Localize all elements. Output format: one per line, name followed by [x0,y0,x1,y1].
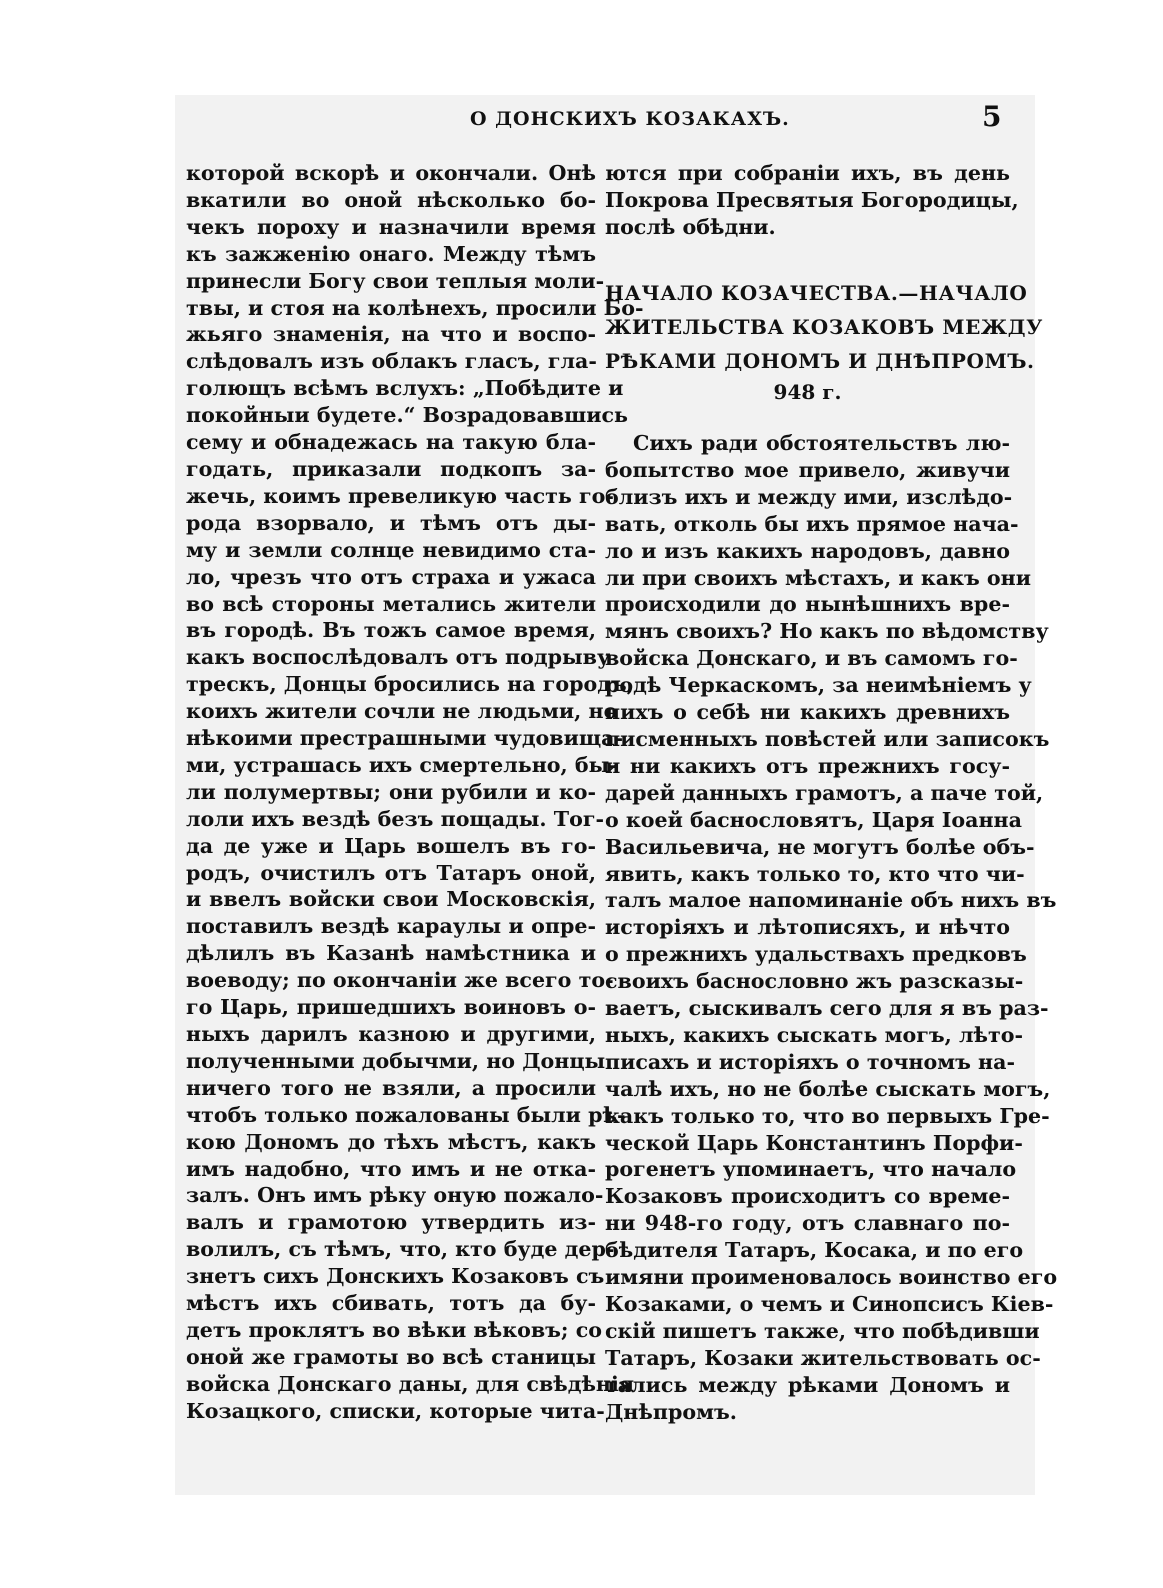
text-line: знетъ сихъ Донскихъ Козаковъ съ [186,1264,605,1289]
text-line: поставилъ вездѣ караулы и опре- [186,914,596,939]
text-line: войска Донскаго, и въ самомъ го- [605,646,1018,671]
text-line: и ввелъ войски свои Московскія, [186,887,596,912]
text-line: скій пишетъ также, что побѣдивши [605,1318,1040,1343]
text-line: писменныхъ повѣстей или записокъ [605,726,1050,751]
text-line: залъ. Онъ имъ рѣку оную пожало- [186,1183,604,1208]
text-line: какъ воспослѣдовалъ отъ подрыву [186,645,611,670]
text-line: Васильевича, не могутъ болѣе объ- [605,834,1035,859]
text-line: талъ малое напоминаніе объ нихъ въ [605,888,1057,913]
text-line: валъ и грамотою утвердить из- [186,1210,596,1235]
text-line: послѣ обѣдни. [605,214,776,239]
text-line: писахъ и исторіяхъ о точномъ на- [605,1049,1016,1074]
text-line: слѣдовалъ изъ облакъ гласъ, гла- [186,349,597,374]
section-heading [605,276,1043,378]
text-line: ваетъ, сыскивалъ сего для я въ раз- [605,996,1049,1021]
text-line: о прежнихъ удальствахъ предковъ [605,942,1027,967]
text-line: Татаръ, Козаки жительствовать ос- [605,1345,1041,1370]
text-line: которой вскорѣ и окончали. Онѣ [186,161,596,185]
text-line: полученными добычми, но Донцы [186,1048,606,1073]
text-line: Сихъ ради обстоятельствъ лю- [633,431,1010,455]
section-year: 948 г. [773,380,842,404]
text-line: жечь, коимъ превеликую часть го- [186,483,614,508]
heading-line: РѢКАМИ ДОНОМЪ И ДНѢПРОМЪ. [605,349,1035,373]
text-line: бопытство мое привело, живучи [605,457,1010,482]
text-line: да де уже и Царь вошелъ въ го- [186,833,596,858]
text-line: ческой Царь Константинъ Порфи- [605,1130,1023,1155]
text-line: Козацкого, списки, которые чита- [186,1398,605,1423]
text-line: Козаковъ происходитъ со време- [605,1184,1010,1209]
text-line: чалѣ ихъ, но не болѣе сыскать могъ, [605,1076,1051,1101]
text-line: трескъ, Донцы бросились на городъ, [186,672,634,697]
heading-line: ЖИТЕЛЬСТВА КОЗАКОВЪ МЕЖДУ [605,315,1043,339]
text-line: детъ проклятъ во вѣки вѣковъ; со [186,1317,602,1342]
text-line: близъ ихъ и между ими, изслѣдо- [605,484,1013,509]
text-line: жьяго знаменія, на что и воспо- [186,322,596,347]
text-line: дарей данныхъ грамотъ, а паче той, [605,780,1044,805]
text-line: воеводу; по окончаніи же всего то- [186,968,614,993]
text-line: голющъ всѣмъ вслухъ: „Побѣдите и [186,376,624,401]
text-line: и ни какихъ отъ прежнихъ госу- [605,753,1010,778]
text-line: происходили до нынѣшнихъ вре- [605,592,1010,617]
text-line: принесли Богу свои теплыя моли- [186,268,605,293]
text-line: оной же грамоты во всѣ станицы [186,1344,596,1369]
text-line: рода взорвало, и тѣмъ отъ ды- [186,510,596,535]
text-line: коихъ жители сочли не людьми, но [186,699,618,724]
heading-line: НАЧАЛО КОЗАЧЕСТВА.—НАЧАЛО [605,281,1028,305]
text-line: мянъ своихъ? Но какъ по вѣдомству [605,619,1049,644]
text-line: нихъ о себѣ ни какихъ древнихъ [605,700,1010,725]
text-line: сему и обнадежась на такую бла- [186,430,596,455]
text-line: тались между рѣками Дономъ и [605,1372,1010,1397]
text-line: къ зажженію онаго. Между тѣмъ [186,241,596,266]
text-line: ныхъ дарилъ казною и другими, [186,1022,596,1046]
text-line: родѣ Черкаскомъ, за неимѣніемъ у [605,673,1032,698]
text-line: дѣлилъ въ Казанѣ намѣстника и [186,941,596,966]
text-line: ми, устрашась ихъ смертельно, бы- [186,752,618,777]
text-line: имяни проименовалось воинство его [605,1265,1058,1290]
text-line: покойныи будете.“ Возрадовавшись [186,403,629,428]
text-line: чтобъ только пожалованы были рѣ- [186,1102,626,1127]
text-line: ло и изъ какихъ народовъ, давно [605,538,1010,563]
text-line: ло, чрезъ что отъ страха и ужаса [186,564,596,589]
text-line: во всѣ стороны метались жители [186,591,596,616]
page-number: 5 [982,100,1002,133]
text-line: войска Донскаго даны, для свѣдѣнія [186,1371,635,1396]
text-line: Козаками, о чемъ и Синопсисъ Кіев- [605,1292,1054,1316]
right-column-body [605,430,1058,1426]
text-line: исторіяхъ и лѣтописяхъ, и нѣчто [605,915,1010,940]
text-line: лоли ихъ вездѣ безъ пощады. Тог- [186,806,604,831]
running-title: О ДОНСКИХЪ КОЗАКАХЪ. [470,108,790,130]
text-line: Днѣпромъ. [605,1399,737,1424]
text-line: ни 948-го году, отъ славнаго по- [605,1211,1010,1236]
text-line: ются при собраніи ихъ, въ день [605,161,1010,185]
text-line: кою Дономъ до тѣхъ мѣстъ, какъ [186,1129,596,1154]
text-line: бѣдителя Татаръ, Косака, и по его [605,1238,1024,1263]
text-line: своихъ баснословно жъ разсказы- [605,969,1024,994]
text-line: Покрова Пресвятыя Богородицы, [605,187,1019,212]
text-line: му и земли солнце невидимо ста- [186,537,596,562]
left-column [186,160,644,1425]
text-line: годать, приказали подкопъ за- [186,456,596,481]
text-line: волилъ, съ тѣмъ, что, кто буде дер- [186,1237,615,1262]
text-line: вать, отколь бы ихъ прямое нача- [605,511,1019,536]
text-line: твы, и стоя на колѣнехъ, просили Бо- [186,295,644,320]
text-line: ли при своихъ мѣстахъ, и какъ они [605,565,1031,590]
text-line: ничего того не взяли, а просили [186,1075,596,1100]
text-line: рогенетъ упоминаетъ, что начало [605,1157,1017,1182]
text-line: мѣстъ ихъ сбивать, тотъ да бу- [186,1291,596,1316]
text-line: какъ только то, что во первыхъ Гре- [605,1103,1050,1128]
text-line: ныхъ, какихъ сыскать могъ, лѣто- [605,1022,1024,1047]
text-line: го Царь, пришедшихъ воиновъ о- [186,995,596,1020]
text-line: чекъ пороху и назначили время [186,214,596,239]
text-line: вкатили во оной нѣсколько бо- [186,187,596,212]
text-line: въ городѣ. Въ тожъ самое время, [186,618,596,643]
right-column-top [605,160,1019,241]
text-line: нѣкоими престрашными чудовища- [186,726,624,751]
text-line: о коей баснословятъ, Царя Іоанна [605,807,1022,832]
text-line: ли полумертвы; они рубили и ко- [186,779,596,804]
text-line: родъ, очистилъ отъ Татаръ оной, [186,860,596,885]
text-line: явить, какъ только то, кто что чи- [605,861,1025,886]
text-line: имъ надобно, что имъ и не отка- [186,1156,596,1181]
